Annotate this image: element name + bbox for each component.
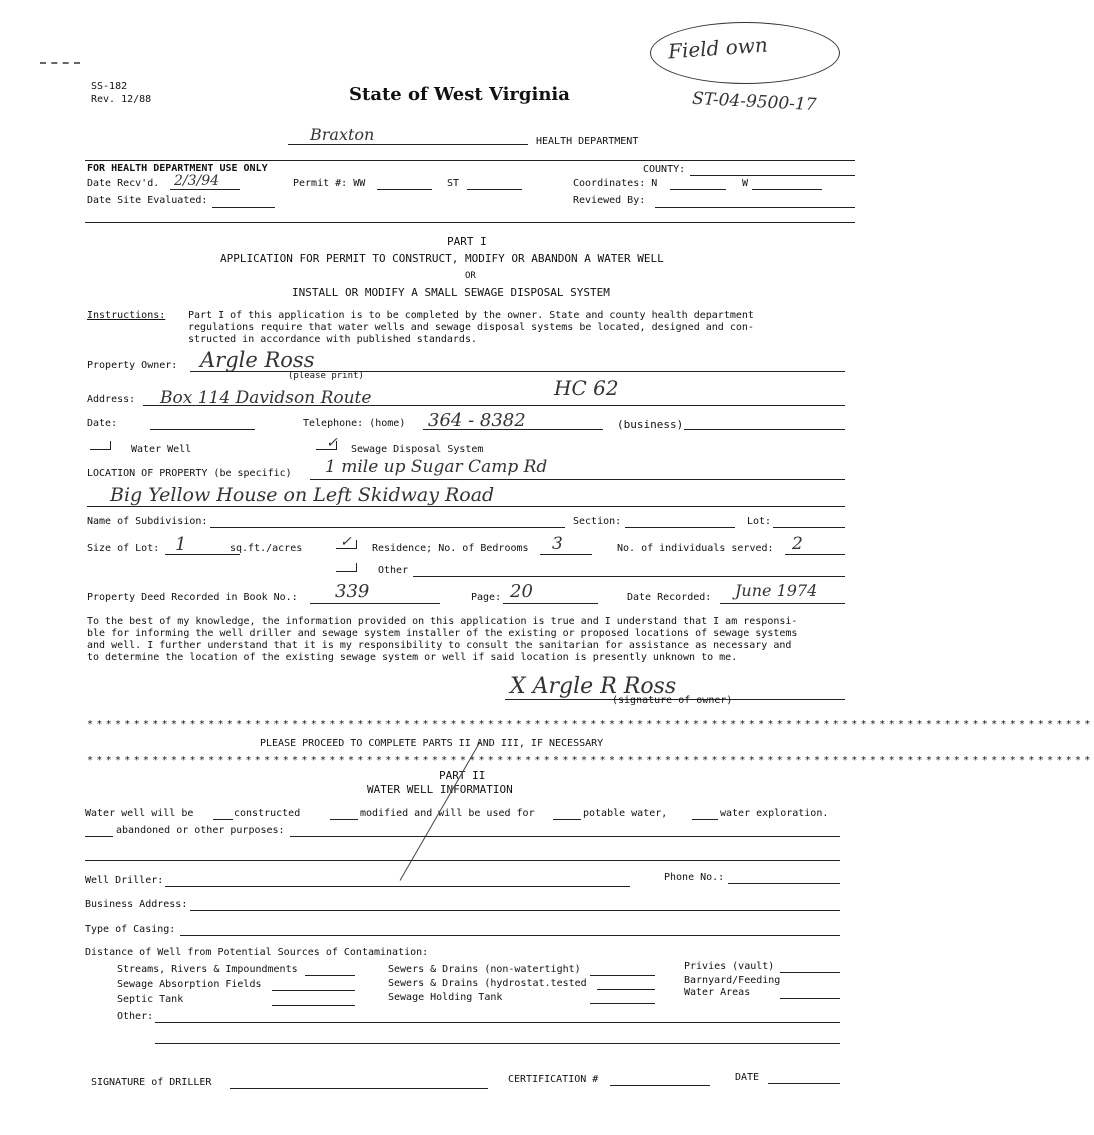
address-hc[interactable]: HC 62 [554,376,619,400]
bedrooms-value[interactable]: 3 [552,534,563,554]
individuals-label: No. of individuals served: [617,543,774,554]
individuals-line [785,554,845,555]
instructions-1: Part I of this application is to be completed by the owner. State and county health department [188,310,754,321]
form-rev: Rev. 12/88 [91,94,152,105]
other-line [413,576,845,577]
address-line [143,405,845,406]
certification-line4: to determine the location of the existing sewage system or well if said location is presently unknown to me. [87,652,738,663]
instructions-3: structed in accordance with published standards. [188,334,477,345]
sewers-nonwater-line [590,975,655,976]
phone-label: Phone No.: [664,872,725,883]
footer-certification-line [610,1085,710,1086]
deed-line [310,603,440,604]
stars-row-2: ************************************************************************************************************ [87,755,1094,766]
part2-heading: PART II [439,769,486,782]
individuals-value[interactable]: 2 [792,534,803,554]
other-contam-line [155,1022,840,1023]
other-checkbox[interactable] [336,563,357,572]
residence-check-mark: ✓ [340,534,352,550]
lot-label: Lot: [747,516,772,527]
coordinates-n-line [670,189,726,190]
date-site-line [212,207,275,208]
certification-line3: and well. I further understand that it is my responsibility to consult the sanitarian for assistance as necessary and [87,640,792,651]
owner-signature-label: (signature of owner) [612,695,733,706]
ww-label-2: constructed [234,808,301,819]
telephone-value[interactable]: 364 - 8382 [428,410,526,431]
county-line [288,144,528,145]
proceed-text: PLEASE PROCEED TO COMPLETE PARTS II AND III, IF NECESSARY [260,738,604,749]
blank-line-1 [85,860,840,861]
barnyard-label-2: Water Areas [684,987,751,998]
part2-subheading: WATER WELL INFORMATION [367,783,513,796]
part1-or: OR [465,271,476,281]
size-lot-units: sq.ft./acres [230,543,303,554]
absorption-label: Sewage Absorption Fields [117,979,262,990]
page-line [503,603,598,604]
residence-label: Residence; No. of Bedrooms [372,543,529,554]
annotation-field-owner: Field own [667,32,769,64]
business-label: (business) [617,418,684,431]
please-print: (please print) [288,371,364,381]
deed-value[interactable]: 339 [335,581,370,602]
reviewed-label: Reviewed By: [573,195,646,206]
location-line-2 [87,506,845,507]
footer-certification-label: CERTIFICATION # [508,1074,599,1085]
abandoned-line-pre [85,836,113,837]
county-handwritten: Braxton [310,125,375,144]
other-contam-label: Other: [117,1011,154,1022]
size-lot-line [165,554,240,555]
st-line [467,189,522,190]
deed-label: Property Deed Recorded in Book No.: [87,592,298,603]
location-label: LOCATION OF PROPERTY (be specific) [87,468,292,479]
footer-date-line [768,1083,840,1084]
coordinates-w-line [752,189,822,190]
form-id: SS-182 [91,81,128,92]
ww-line-4 [692,819,718,820]
ww-label-4: potable water, [583,808,668,819]
date-recvd-value: 2/3/94 [174,173,220,189]
holding-label: Sewage Holding Tank [388,992,503,1003]
date-line [150,429,255,430]
subdivision-line [210,527,565,528]
ww-line-3 [553,819,581,820]
top-mark [40,62,80,64]
certification-line2: ble for informing the well driller and sewage system installer of the existing or proposed locations of sewage systems [87,628,798,639]
county-label: COUNTY: [643,164,686,175]
business-address-label: Business Address: [85,899,188,910]
ww-line-1 [213,819,233,820]
coordinates-label: Coordinates: N [573,178,658,189]
office-bottom-rule [85,222,855,223]
stars-row-1: ************************************************************************************************************ [87,719,1094,730]
certification-line1: To the best of my knowledge, the information provided on this application is true and I understand that I am responsi- [87,616,798,627]
address-label: Address: [87,394,136,405]
part1-line1: APPLICATION FOR PERMIT TO CONSTRUCT, MODIFY OR ABANDON A WATER WELL [220,252,664,265]
st-label: ST [447,178,460,189]
date-recorded-line [720,603,845,604]
ww-label-5: water exploration. [720,808,829,819]
date-recorded-value[interactable]: June 1974 [735,581,818,600]
owner-signature[interactable]: X Argle R Ross [510,674,677,699]
privies-line [780,972,840,973]
annotation-oval [650,22,840,84]
permit-label: Permit #: WW [293,178,366,189]
streams-label: Streams, Rivers & Impoundments [117,964,298,975]
size-lot-label: Size of Lot: [87,543,160,554]
ww-label-1: Water well will be [85,808,194,819]
property-owner-label: Property Owner: [87,360,178,371]
barnyard-line [780,998,840,999]
county-office-line [690,175,855,176]
annotation-number: ST-04-9500-17 [691,88,818,116]
part1-line2: INSTALL OR MODIFY A SMALL SEWAGE DISPOSAL SYSTEM [292,286,610,299]
business-address-line [190,910,840,911]
section-label: Section: [573,516,622,527]
distance-label: Distance of Well from Potential Sources of Contamination: [85,947,429,958]
property-owner-value[interactable]: Argle Ross [200,348,315,372]
other-label: Other [378,565,409,576]
ww-label-3: modified and will be used for [360,808,535,819]
telephone-label: Telephone: (home) [303,418,406,429]
footer-date-label: DATE [735,1072,760,1083]
abandoned-label: abandoned or other purposes: [116,825,285,836]
address-value[interactable]: Box 114 Davidson Route [160,388,372,408]
date-recorded-label: Date Recorded: [627,592,712,603]
date-label: Date: [87,418,118,429]
holding-line [590,1003,655,1004]
date-site-label: Date Site Evaluated: [87,195,208,206]
phone-line [728,883,840,884]
page-label: Page: [471,592,502,603]
part1-heading: PART I [447,235,487,248]
septic-line [272,1005,355,1006]
business-line [684,429,845,430]
location-line-1 [310,479,845,480]
blank-line-2 [155,1043,840,1044]
office-label: FOR HEALTH DEPARTMENT USE ONLY [87,163,268,174]
casing-line [180,935,840,936]
abandoned-line [290,836,840,837]
barnyard-label-1: Barnyard/Feeding [684,975,781,986]
section-line [625,527,735,528]
sewers-hydro-label: Sewers & Drains (hydrostat.tested [388,978,587,989]
privies-label: Privies (vault) [684,961,775,972]
permit-line [377,189,432,190]
instructions-2: regulations require that water wells and sewage disposal systems be located, designed and con- [188,322,754,333]
date-recvd-label: Date Recv'd. [87,178,160,189]
location-value-1[interactable]: 1 mile up Sugar Camp Rd [325,457,548,477]
telephone-line [423,429,603,430]
streams-line [305,975,355,976]
sewage-check-mark: ✓ [326,435,338,451]
date-recvd-line [170,189,240,190]
sewers-hydro-line [597,989,655,990]
reviewed-line [655,207,855,208]
office-top-rule [85,160,855,161]
location-value-2[interactable]: Big Yellow House on Left Skidway Road [110,484,495,506]
size-lot-value[interactable]: 1 [175,534,187,555]
septic-label: Septic Tank [117,994,184,1005]
ww-line-2 [330,819,358,820]
water-well-label: Water Well [131,444,192,455]
instructions-label: Instructions: [87,310,166,321]
subdivision-label: Name of Subdivision: [87,516,208,527]
page-value[interactable]: 20 [510,581,533,602]
casing-label: Type of Casing: [85,924,176,935]
water-well-checkbox[interactable] [90,441,111,450]
driller-label: Well Driller: [85,875,164,886]
sewers-nonwater-label: Sewers & Drains (non-watertight) [388,964,581,975]
absorption-line [272,990,355,991]
sewage-label: Sewage Disposal System [351,444,484,455]
bedrooms-line [540,554,592,555]
signature-driller-label: SIGNATURE of DRILLER [91,1077,212,1088]
lot-line [773,527,845,528]
state-title: State of West Virginia [349,84,570,105]
coordinates-w-label: W [742,178,749,189]
driller-line [165,886,630,887]
signature-driller-line [230,1088,488,1089]
health-department-label: HEALTH DEPARTMENT [536,136,639,147]
